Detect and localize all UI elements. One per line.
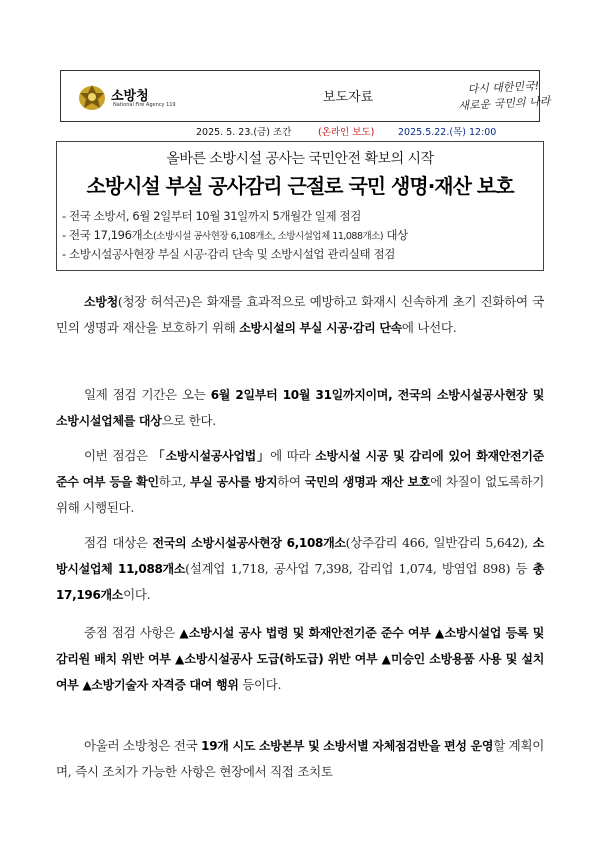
summary-bullets — [62, 208, 542, 265]
release-date: 2025. 5. 23.(금) 조간 — [196, 127, 292, 138]
slogan-line-2: 새로운 국민의 나라 — [458, 94, 551, 113]
release-date-line — [170, 124, 542, 139]
paragraph-inspection-teams: 아울러 소방청은 전국 19개 시도 소방본부 및 소방서별 자체점검반을 편성 운영할 계획이며, 즉시 조치가 가능한 사항은 현장에서 직접 조치토 — [56, 738, 545, 779]
header-box — [60, 70, 551, 122]
main-title: 소방시설 부실 공사감리 근절로 국민 생명·재산 보호 — [86, 174, 514, 198]
document-type: 보도자료 — [323, 90, 374, 105]
slogan-line-1: 다시 대한민국! — [467, 79, 540, 96]
subtitle: 올바른 소방시설 공사는 국민안전 확보의 시작 — [166, 151, 434, 167]
logo-name: 소방청 — [111, 89, 149, 104]
summary-bullet: - 전국 17,196개소(소방시설 공사현장 6,108개소, 소방시설업체 11,088개소) 대상 — [62, 228, 408, 242]
paragraph-focus-items: 중점 점검 사항은 ▲소방시설 공사 법령 및 화재안전기준 준수 여부 ▲소방시설업 등록 및 감리원 배치 위반 여부 ▲소방시설공사 도급(하도급) 위반 여부 ▲미승인 소방용품 사용 및 설치 여부 ▲소방기술자 자격증 대여 행위 등이다. — [56, 625, 544, 692]
paragraph-purpose: 이번 점검은 「소방시설공사업법」에 따라 소방시설 시공 및 감리에 있어 화재안전기준 준수 여부 등을 확인하고, 부실 공사를 방지하여 국민의 생명과 재산 보호에 차질이 없도록하기 위해 시행된다. — [56, 448, 544, 515]
paragraph-targets: 점검 대상은 전국의 소방시설공사현장 6,108개소(상주감리 466, 일반감리 5,642), 소방시설업체 11,088개소(설계업 1,718, 공사업 7,398, 감리업 1,074, 방염업 898) 등 총 17,196개소이다. — [56, 535, 545, 602]
summary-bullet: - 소방시설공사현장 부실 시공·감리 단속 및 소방시설업 관리실태 점검 — [62, 247, 395, 261]
summary-bullet: - 전국 소방서, 6월 2일부터 10월 31일까지 5개월간 일제 점검 — [62, 209, 361, 223]
slogan — [453, 73, 595, 120]
logo — [61, 71, 191, 121]
paragraph-period: 일제 점검 기간은 오는 6월 2일부터 10월 31일까지이며, 전국의 소방시설공사현장 및 소방시설업체를 대상으로 한다. — [56, 387, 544, 428]
paragraph-intro: 소방청(청장 허석곤)은 화재를 효과적으로 예방하고 화재시 신속하게 초기 진화하여 국민의 생명과 재산을 보호하기 위해 소방시설의 부실 시공·감리 단속에 나선다. — [56, 294, 544, 335]
online-release-time: 2025.5.22.(목) 12:00 — [398, 127, 497, 138]
fire-agency-emblem-icon — [76, 81, 108, 113]
logo-subtitle: National Fire Agency 119 — [113, 102, 176, 108]
title-box — [56, 141, 544, 271]
online-release-label: (온라인 보도) — [318, 127, 375, 138]
